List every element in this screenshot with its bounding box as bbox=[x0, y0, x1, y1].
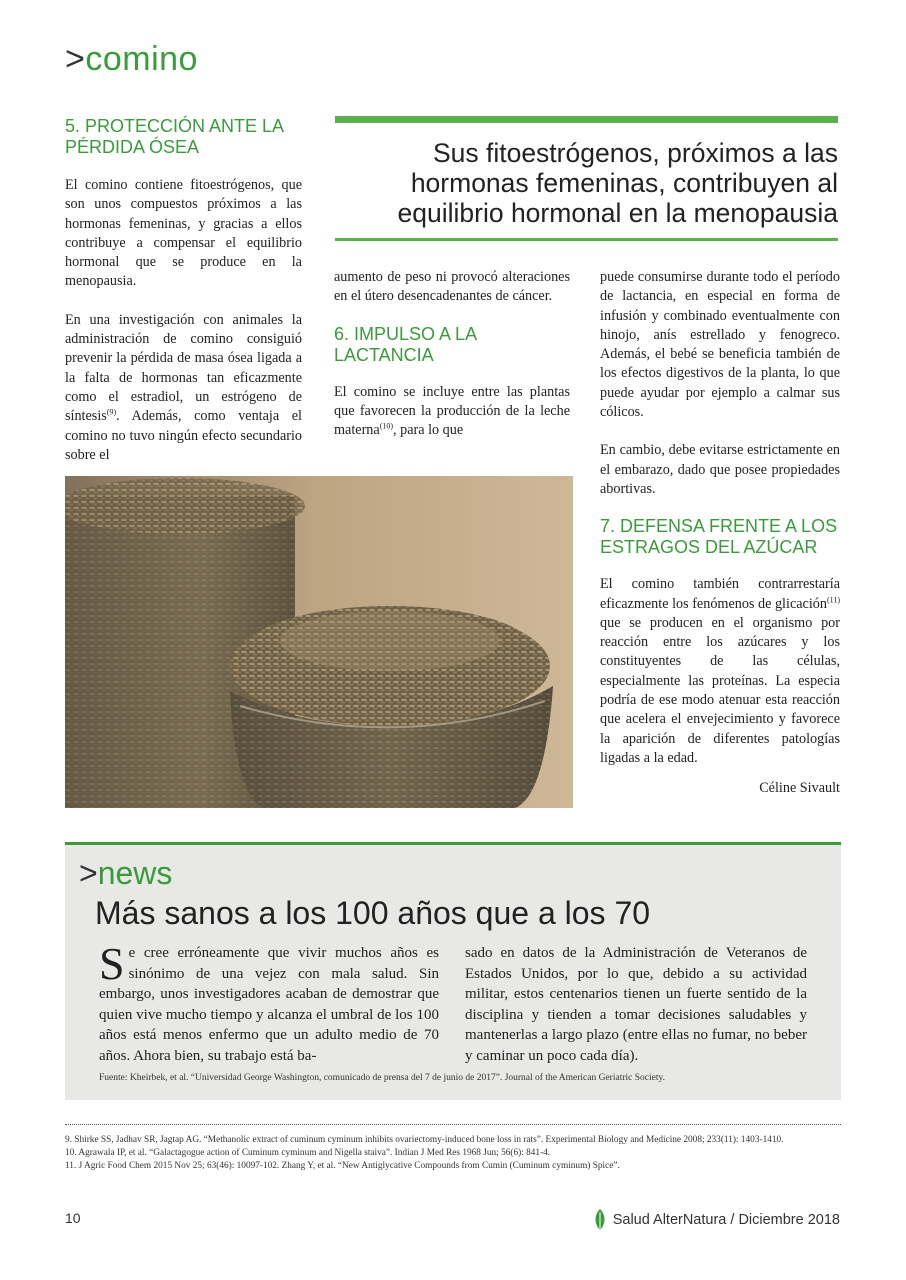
pull-quote-bottom-bar bbox=[335, 238, 838, 241]
left-paragraph-1: El comino contiene fitoestrógenos, que son unos compuestos próximos a las hormonas femeninas, y gracias a ellos contribuye a compensar el equilibrio hormonal que se produce en la menopausia. bbox=[65, 177, 302, 290]
right-paragraph-3-text-b: que se producen en el organismo por reacción entre los azúcares y los constituyentes de las células, especialmente las proteínas. La especia podría de ese modo atenuar esta reacción que acelera el envejecimiento y favorece la aparición de diferentes patologías ligadas a la edad. bbox=[600, 614, 840, 766]
magazine-footer bbox=[593, 1208, 840, 1232]
news-column-1 bbox=[99, 938, 439, 1066]
page-number: 10 bbox=[65, 1210, 81, 1226]
right-paragraph-3-text-a: El comino también contrarrestaría eficazmente los fenómenos de glicación bbox=[600, 576, 840, 612]
news-paragraph-1 bbox=[99, 938, 439, 1066]
news-title: Más sanos a los 100 años que a los 70 bbox=[95, 895, 651, 931]
leaf-icon bbox=[593, 1208, 607, 1232]
middle-column bbox=[334, 268, 570, 440]
heading-lactation: 6. IMPULSO A LA LACTANCIA bbox=[334, 323, 477, 365]
heading-sugar-defense: 7. DEFENSA FRENTE A LOS ESTRAGOS DEL AZÚCAR bbox=[600, 516, 838, 558]
news-prefix: > bbox=[79, 855, 98, 891]
cumin-seeds-illustration bbox=[65, 476, 573, 808]
cumin-seeds-photo bbox=[65, 476, 573, 808]
reference-9: 9. Shirke SS, Jadhav SR, Jagtap AG. “Methanolic extract of cuminum cyminum inhibits ovariectomy-induced bone loss in rats”. Experimental Biology and Medicine 2008; 233(11): 1403-1410. bbox=[65, 1135, 784, 1145]
citation-10: (10) bbox=[379, 421, 394, 431]
news-paragraph-1-text: e cree erróneamente que vivir muchos años es sinónimo de una vejez con mala salud. Sin embargo, unos investigadores acaban de demostrar que quien vive mucho tiempo y alcanza el umbral de los 100 años está menos enfermo que un adulto medio de 70 años. Ahora bien, su trabajo está ba- bbox=[99, 945, 439, 1064]
news-source: Fuente: Kheirbek, et al. “Universidad George Washington, comunicado de prensa del 7 de junio de 2017”. Journal of the American Geriatric Society. bbox=[99, 1073, 665, 1083]
reference-10: 10. Agrawala IP, et al. “Galactagogue action of Cuminum cyminum and Nigella staiva”. Indian J Med Res 1968 Jun; 56(6): 841-4. bbox=[65, 1148, 551, 1158]
left-paragraph-2 bbox=[65, 311, 302, 465]
references-divider bbox=[65, 1124, 841, 1125]
middle-paragraph-1: aumento de peso ni provocó alteraciones en el útero desencadenantes de cáncer. bbox=[334, 269, 570, 305]
right-paragraph-2: En cambio, debe evitarse estrictamente en el embarazo, dado que posee propiedades abortivas. bbox=[600, 442, 840, 497]
section-header bbox=[65, 40, 198, 79]
reference-11: 11. J Agric Food Chem 2015 Nov 25; 63(46): 10097-102. Zhang Y, et al. “New Antiglycative Compounds from Cumin (Cuminum cyminum) Spice”. bbox=[65, 1161, 620, 1171]
references-list bbox=[65, 1134, 841, 1173]
pull-quote: Sus fitoestrógenos, próximos a las hormonas femeninas, contribuyen al equilibrio hormonal en la menopausia bbox=[397, 138, 838, 228]
magazine-name-date: Salud AlterNatura / Diciembre 2018 bbox=[612, 1212, 840, 1228]
right-paragraph-3 bbox=[600, 575, 840, 768]
news-label-text: news bbox=[97, 855, 173, 891]
pull-quote-top-bar bbox=[335, 116, 838, 123]
article-author: Céline Sivault bbox=[759, 780, 840, 797]
middle-paragraph-2 bbox=[334, 383, 570, 441]
section-prefix: > bbox=[65, 40, 86, 78]
section-title: comino bbox=[85, 40, 198, 78]
left-paragraph-2-text-b: . Además, como ventaja el comino no tuvo ningún efecto secundario sobre el bbox=[65, 408, 302, 463]
news-paragraph-2: sado en datos de la Administración de Veteranos de Estados Unidos, por lo que, debido a su actividad militar, estos centenarios tienen un fuerte sentido de la disciplina y tienden a tomar decisiones saludables y mantenerlas a largo plazo (entre ellas no fumar, no beber y caminar un poco cada día). bbox=[465, 945, 807, 1064]
citation-9: (9) bbox=[106, 407, 117, 417]
heading-bone-protection: 5. PROTECCIÓN ANTE LA PÉRDIDA ÓSEA bbox=[65, 116, 284, 157]
news-dropcap: S bbox=[99, 938, 125, 989]
right-paragraph-1: puede consumirse durante todo el período de lactancia, en especial en forma de infusión y combinado eventualmente con hinojo, anís estrellado y fenogreco. Además, el bebé se beneficia también de los efectos digestivos de la planta, lo que puede ayudar por ejemplo a calmar sus cólicos. bbox=[600, 269, 840, 421]
citation-11: (11) bbox=[826, 594, 840, 604]
left-column bbox=[65, 116, 302, 465]
news-label bbox=[79, 855, 172, 892]
middle-paragraph-2-text-a: El comino se incluye entre las plantas que favorecen la producción de la leche materna bbox=[334, 383, 570, 439]
left-paragraph-2-text-a: En una investigación con animales la administración de comino consiguió prevenir la pérdida de masa ósea ligada a la falta de hormonas tan eficazmente como el estradiol, un estrógeno de síntesis bbox=[65, 311, 302, 425]
news-column-2 bbox=[465, 943, 807, 1066]
right-column bbox=[600, 268, 840, 797]
news-box bbox=[65, 842, 841, 1100]
middle-paragraph-2-text-b: , para lo que bbox=[393, 422, 464, 439]
